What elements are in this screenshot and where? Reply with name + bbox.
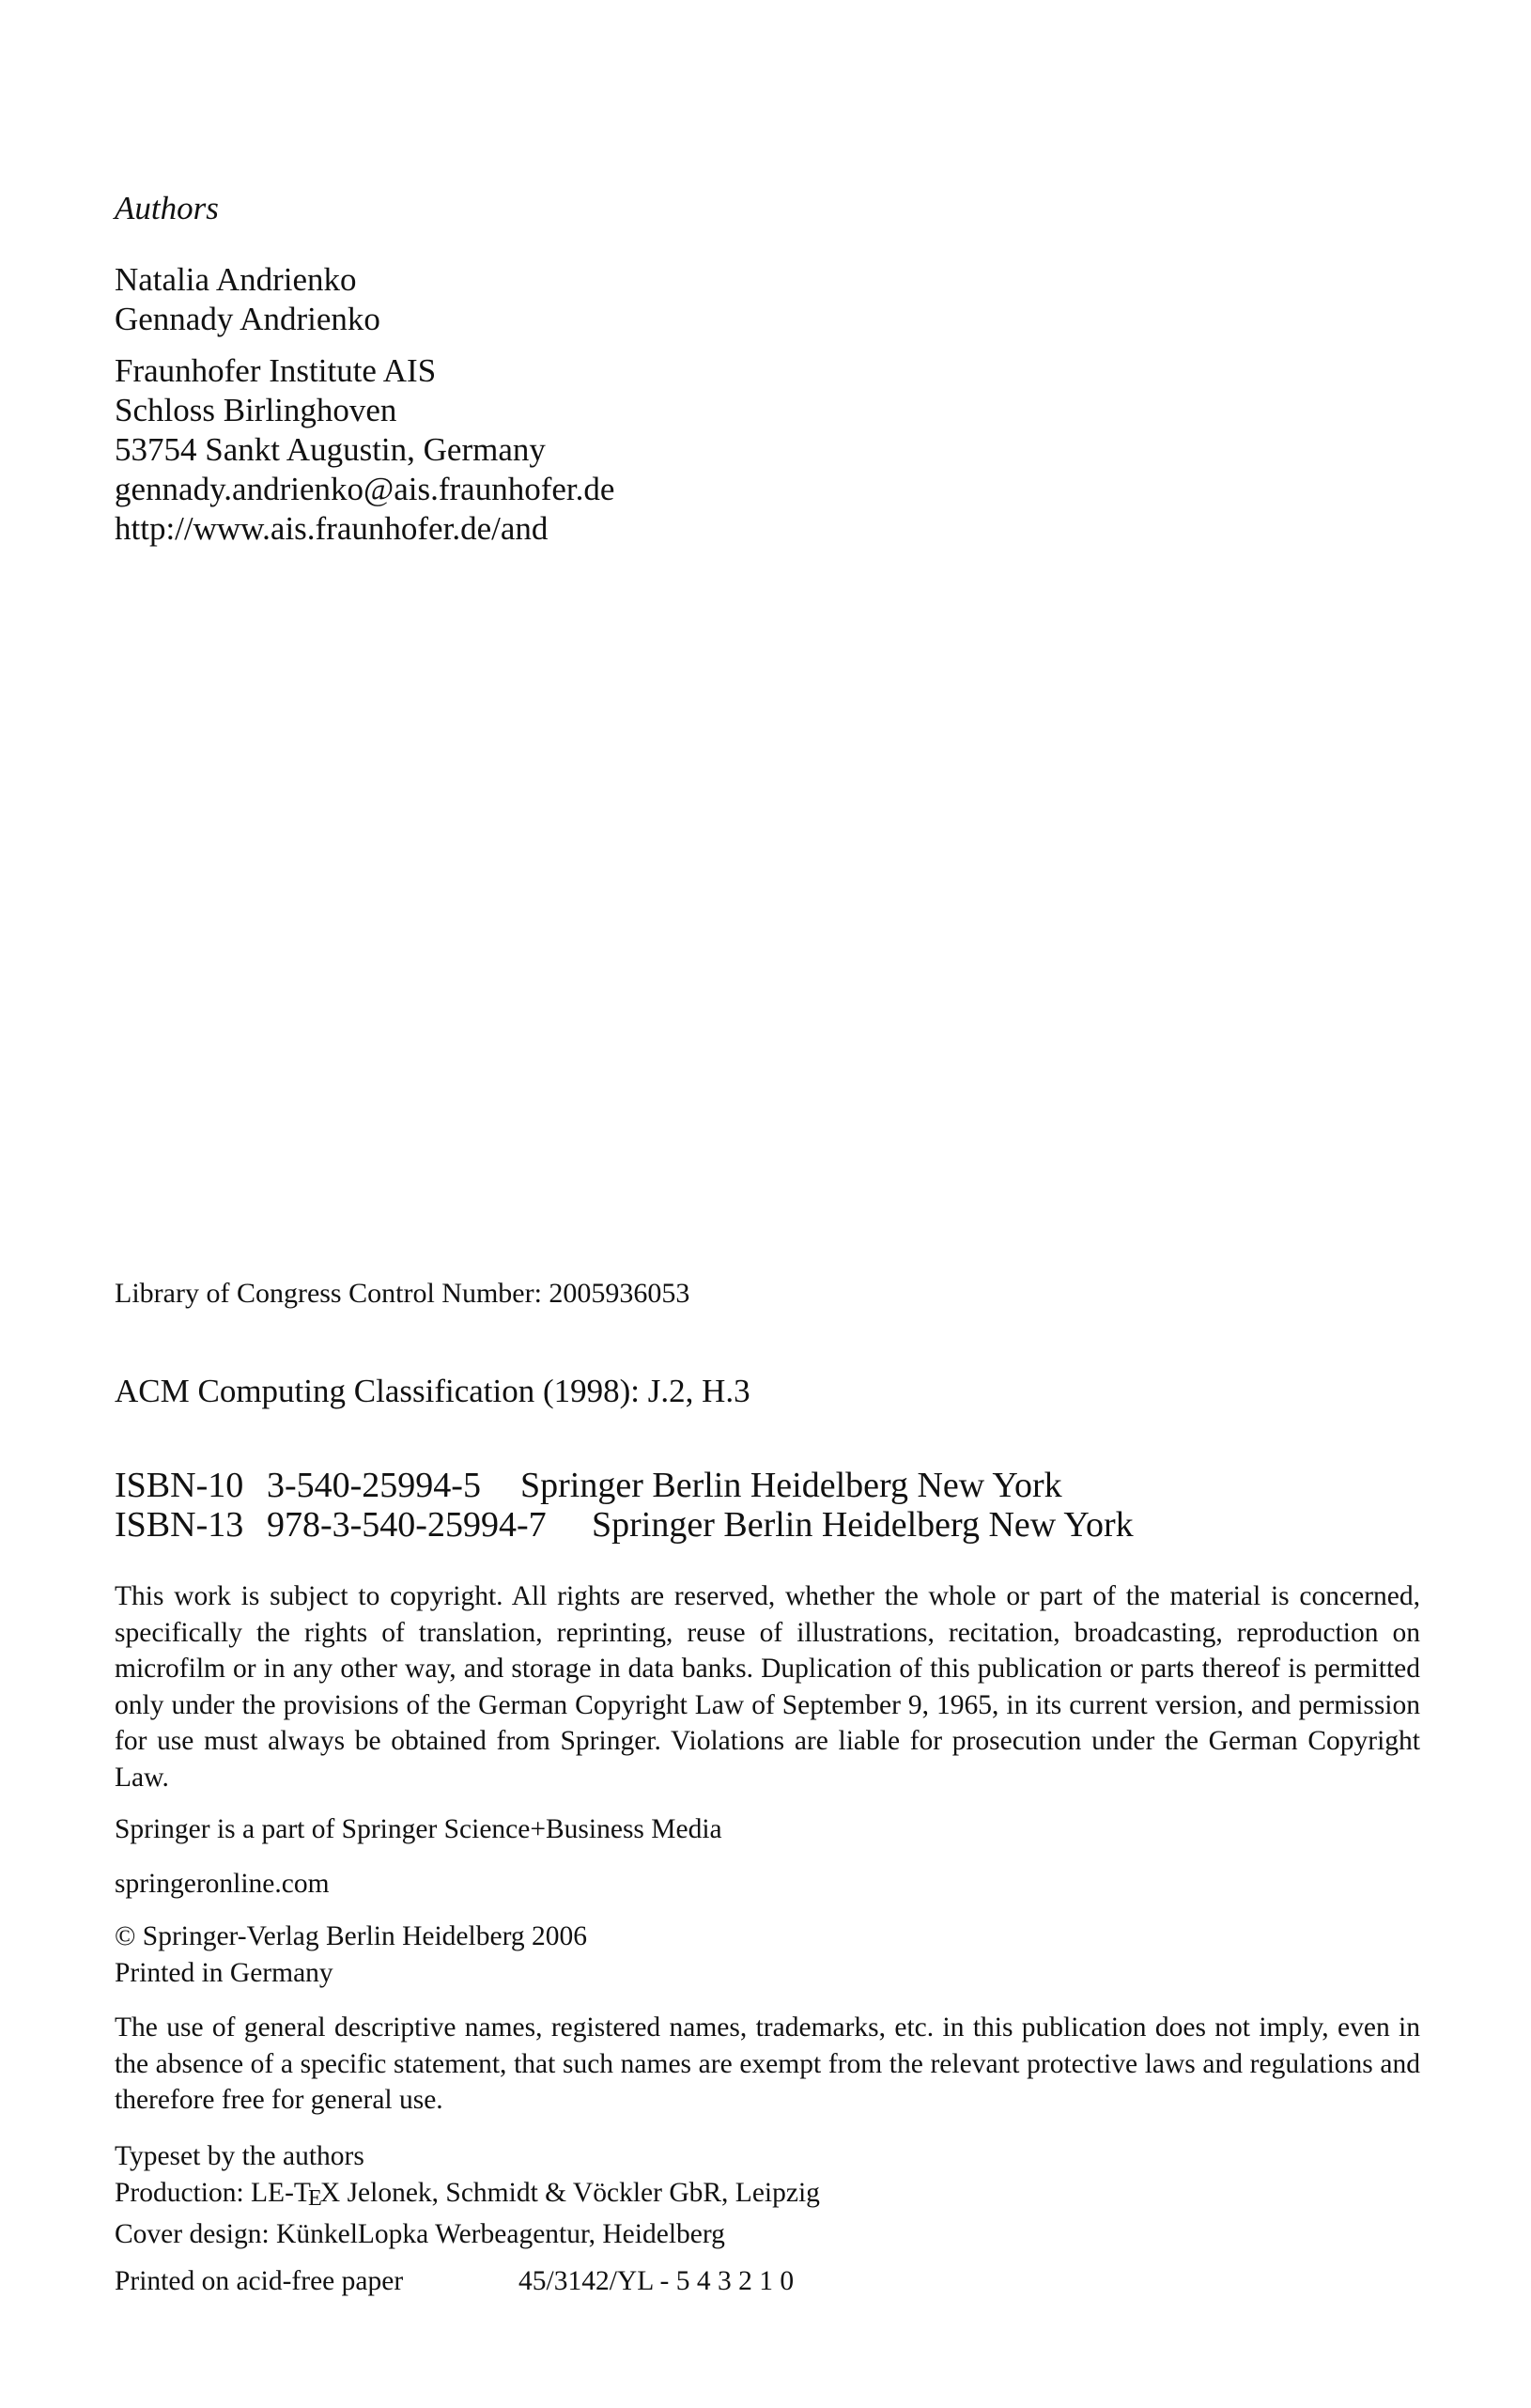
address-line: 53754 Sankt Augustin, Germany [115, 431, 546, 468]
author-website: http://www.ais.fraunhofer.de/and [115, 510, 549, 547]
printed-on-paper [115, 2263, 1420, 2299]
springer-url: springeronline.com [115, 1869, 330, 1899]
author-name: Natalia Andrienko [115, 261, 357, 298]
author-names [115, 260, 1420, 339]
production-credit: Production: LE-TEX Jelonek, Schmidt & Vöckler GbR, Leipzig [115, 2175, 1420, 2217]
cover-design-credit: Cover design: KünkelLopka Werbeagentur, Heidelberg [115, 2219, 725, 2250]
isbn-10-number: 3-540-25994-5 [267, 1466, 481, 1505]
springer-part-of: Springer is a part of Springer Science+Business Media [115, 1814, 722, 1844]
author-address [115, 351, 1420, 549]
address-line: Schloss Birlinghoven [115, 392, 397, 428]
production-credits [115, 2138, 1420, 2253]
author-email: gennady.andrienko@ais.fraunhofer.de [115, 471, 615, 507]
author-name: Gennady Andrienko [115, 301, 380, 337]
isbn-10-line [115, 1466, 1420, 1505]
isbn-13-label: ISBN-13 [115, 1505, 244, 1545]
copyright-year [115, 1919, 1420, 1991]
print-code: 45/3142/YL - 5 4 3 2 1 0 [518, 2266, 795, 2296]
library-of-congress-number: Library of Congress Control Number: 2005936053 [115, 1278, 690, 1309]
isbn-13-publisher: Springer Berlin Heidelberg New York [592, 1505, 1134, 1545]
authors-heading-text: Authors [115, 190, 219, 226]
authors-heading [115, 188, 1420, 229]
isbn-10-publisher: Springer Berlin Heidelberg New York [520, 1466, 1062, 1505]
paper-note: Printed on acid-free paper [115, 2266, 404, 2296]
copyright-notice: This work is subject to copyright. All rights are reserved, whether the whole or part of the material is concerned, specifically the rights of translation, reprinting, reuse of illustrations, recitation, broadcasting, reproduction on microfilm or in any other way, and storage in data banks. Duplication of this publication or parts thereof is permitted only under the provisions of the German Copyright Law of September 9, 1965, in its current version, and permission for use must always be obtained from Springer. Violations are liable for prosecution under the German Copyright Law. [115, 1581, 1420, 1793]
trade-names-notice: The use of general descriptive names, registered names, trademarks, etc. in this publication does not imply, even in the absence of a specific statement, that such names are exempt from the relevant protective laws and regulations and therefore free for general use. [115, 2012, 1420, 2115]
isbn-10-label: ISBN-10 [115, 1466, 244, 1505]
isbn-13-number: 978-3-540-25994-7 [267, 1505, 547, 1545]
copyright-holder: © Springer-Verlag Berlin Heidelberg 2006 [115, 1921, 587, 1951]
isbn-13-line [115, 1505, 1420, 1545]
printed-in: Printed in Germany [115, 1957, 333, 1988]
address-line: Fraunhofer Institute AIS [115, 352, 437, 389]
typeset-by: Typeset by the authors [115, 2141, 364, 2171]
acm-classification: ACM Computing Classification (1998): J.2, H.3 [115, 1373, 750, 1409]
isbn-block [115, 1466, 1420, 1545]
tex-logo-e: E [308, 2184, 322, 2211]
